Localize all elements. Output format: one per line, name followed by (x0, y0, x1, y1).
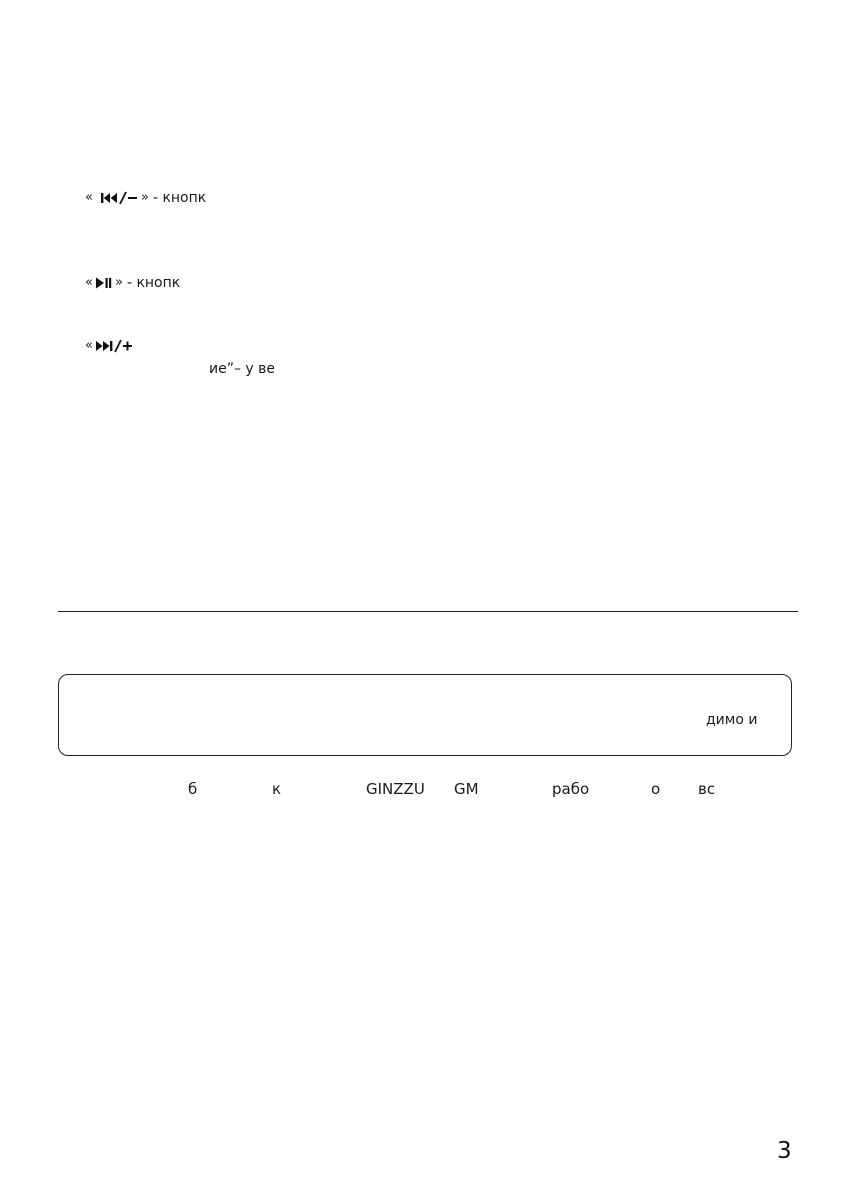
brand-name: GINZZU (366, 780, 425, 798)
close-quote: » (114, 275, 123, 290)
notice-text-fragment: димо и (706, 712, 758, 728)
button-list-item-next (85, 337, 135, 355)
paragraph-fragment: рабо (552, 780, 590, 798)
paragraph-fragment: о (651, 780, 661, 798)
open-quote: « (85, 190, 93, 205)
play-pause-icon (95, 276, 113, 290)
page-number: 3 (777, 1138, 792, 1164)
paragraph-fragment: к (272, 780, 282, 798)
button-description: - кнопк (126, 275, 181, 291)
button-list-item-play-pause (85, 274, 180, 292)
button-description: - кнопк (152, 190, 207, 206)
continuation-text: ие”– у ве (209, 361, 276, 377)
open-quote: « (85, 338, 93, 353)
section-divider (58, 611, 798, 612)
prev-track-minus-icon (101, 191, 139, 205)
open-quote: « (85, 275, 93, 290)
next-track-plus-icon (95, 339, 135, 353)
notice-box (58, 674, 792, 756)
paragraph-fragment: б (188, 780, 198, 798)
close-quote: » (140, 190, 149, 205)
model-prefix: GM (454, 780, 479, 798)
paragraph-fragment: вс (698, 780, 716, 798)
button-list-item-prev (85, 189, 206, 207)
